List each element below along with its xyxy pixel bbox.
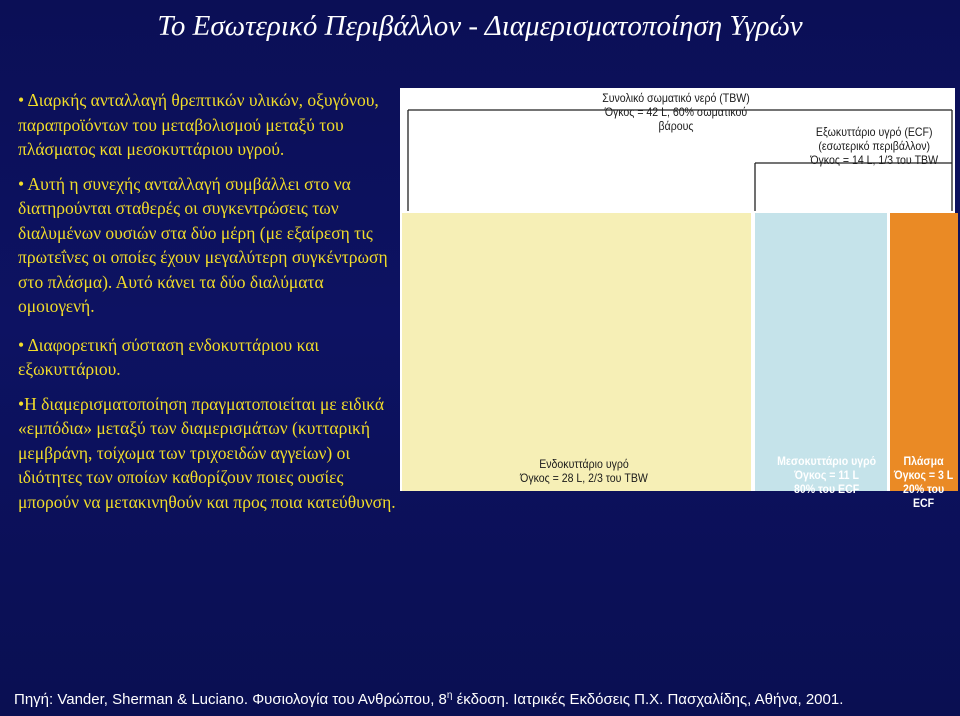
bullet-item: • Διαφορετική σύσταση ενδοκυττάριου και εξωκυττάριου. (18, 334, 320, 379)
intracellular-label: Ενδοκυττάριο υγρό (539, 457, 629, 471)
citation-superscript: η (446, 690, 453, 701)
tbw-volume-label: Όγκος = 42 L, 60% σωματικού βάρους (604, 105, 748, 133)
ecf-volume-label: Όγκος = 14 L, 1/3 του TBW (810, 153, 939, 167)
plasma-bar (890, 213, 958, 491)
plasma-volume-label: Όγκος = 3 L (893, 468, 954, 482)
citation-rest: έκδοση. Ιατρικές Εκδόσεις Π.Χ. Πασχαλίδης, Αθήνα, 2001. (452, 691, 844, 708)
intracellular-bar (402, 213, 751, 491)
interstitial-percent-label: 80% του ECF (794, 482, 860, 496)
source-citation (14, 690, 843, 708)
citation-main: Πηγή: Vander, Sherman & Luciano. Φυσιολογία του Ανθρώπου, 8 (14, 691, 447, 708)
slide-title: Το Εσωτερικό Περιβάλλον - Διαμερισματοποίηση Υγρών (157, 10, 803, 42)
bullet-list (18, 88, 403, 514)
tbw-label: Συνολικό σωματικό νερό (TBW) (602, 91, 750, 105)
interstitial-label: Μεσοκυττάριο υγρό (777, 454, 877, 468)
fluid-compartments-diagram (400, 88, 960, 510)
bullet-item: • Διαρκής ανταλλαγή θρεπτικών υλικών, οξυγόνου, παραπροϊόντων του μεταβολισμού μεταξύ του πλάσματος και μεσοκυττάριου υγρού. (18, 90, 379, 159)
interstitial-volume-label: Όγκος = 11 L (794, 468, 859, 482)
compartment-bars (400, 213, 958, 510)
intracellular-volume-label: Όγκος = 28 L, 2/3 του TBW (520, 471, 648, 485)
interstitial-bar (755, 213, 887, 491)
plasma-percent-label: 20% του ECF (903, 482, 945, 510)
ecf-label: Εξωκυττάριο υγρό (ECF) (815, 125, 933, 139)
bullet-item: •Η διαμερισματοποίηση πραγματοποιείται με ειδικά «εμπόδια» μεταξύ των διαμερισμάτων (κυτταρική μεμβράνη, τοίχωμα των τριχοειδών αγγείων) οι ιδιότητες των οποίων καθορίζουν ποιες ουσίες μπορούν να μετακινηθούν και προς ποια κατεύθυνση. (18, 393, 396, 512)
ecf-subtitle: (εσωτερικό περιβάλλον) (818, 139, 931, 153)
plasma-label: Πλάσμα (903, 454, 944, 468)
bullet-item: • Αυτή η συνεχής ανταλλαγή συμβάλλει στο να διατηρούνται σταθερές οι συγκεντρώσεις των διαλυμένων ουσιών στα δύο μέρη (με εξαίρεση τις πρωτεΐνες οι οποίες έχουν μεγαλύτερη συγκέντρωση στο πλάσμα). Αυτό κάνει τα δύο διαλύματα ομοιογενή. (18, 173, 388, 316)
